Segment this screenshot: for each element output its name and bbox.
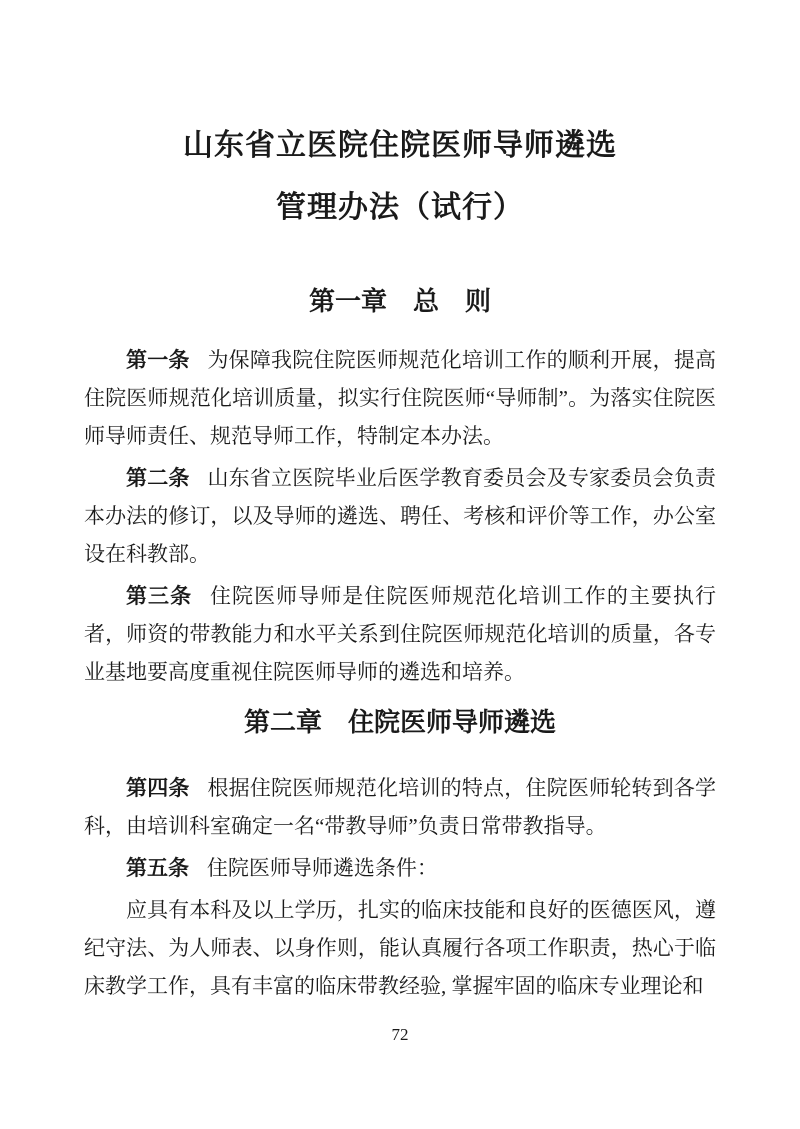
document-title-line-2: 管理办法（试行） <box>276 191 524 224</box>
article-2-label: 第二条 <box>126 466 190 490</box>
article-2-paragraph <box>84 459 716 573</box>
article-4-label: 第四条 <box>126 776 190 800</box>
article-2-text: 山东省立医院毕业后医学教育委员会及专家委员会负责本办法的修订，以及导师的遴选、聘任、考核和评价等工作，办公室设在科教部。 <box>84 466 717 566</box>
page-number: 72 <box>391 1025 409 1044</box>
article-3-label: 第三条 <box>126 584 193 608</box>
continuation-paragraph <box>84 891 716 1005</box>
chapter-1-heading: 第一章 总 则 <box>308 286 491 316</box>
continuation-text: 应具有本科及以上学历，扎实的临床技能和良好的医德医风，遵纪守法、为人师表、以身作则，能认真履行各项工作职责，热心于临床教学工作，具有丰富的临床带教经验, 掌握牢固的临床专业理论和 <box>84 898 716 998</box>
article-1-paragraph <box>84 341 716 455</box>
article-5-paragraph <box>84 849 716 887</box>
article-1-label: 第一条 <box>126 348 190 372</box>
document-title-line-1: 山东省立医院住院医师导师遴选 <box>183 129 617 162</box>
article-4-text: 根据住院医师规范化培训的特点，住院医师轮转到各学科，由培训科室确定一名“带教导师”负责日常带教指导。 <box>84 776 717 838</box>
chapter-2-heading: 第二章 住院医师导师遴选 <box>243 707 556 737</box>
article-5-label: 第五条 <box>126 856 189 880</box>
page-footer <box>84 1025 716 1045</box>
document-content <box>0 127 800 1045</box>
article-5-text: 住院医师导师遴选条件： <box>206 856 438 880</box>
article-3-paragraph <box>84 577 716 691</box>
article-1-text: 为保障我院住院医师规范化培训工作的顺利开展，提高住院医师规范化培训质量，拟实行住院医师“导师制”。为落实住院医师导师责任、规范导师工作，特制定本办法。 <box>84 348 717 448</box>
article-3-text: 住院医师导师是住院医师规范化培训工作的主要执行者，师资的带教能力和水平关系到住院医师规范化培训的质量，各专业基地要高度重视住院医师导师的遴选和培养。 <box>84 584 716 684</box>
article-4-paragraph <box>84 769 716 845</box>
